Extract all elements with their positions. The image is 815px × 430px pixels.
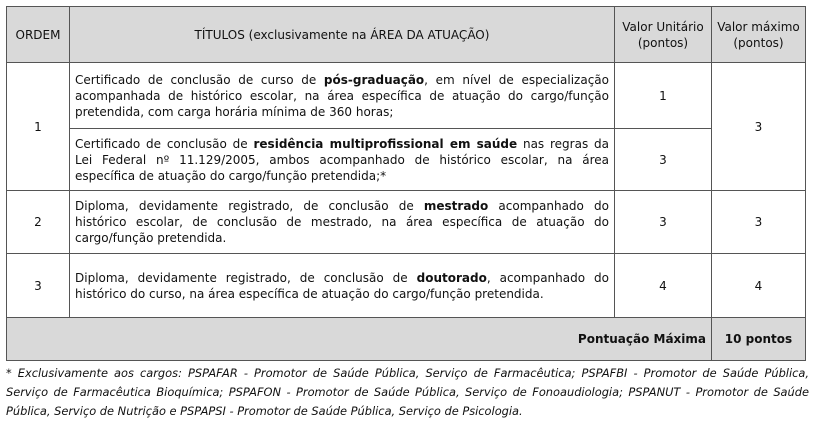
row-1a-text-pre: Certificado de conclusão de curso de (75, 72, 324, 87)
footnote: * Exclusivamente aos cargos: PSPAFAR - Promotor de Saúde Pública, Serviço de Farmacêutica; PSPAFBI - Promotor de Saúde Pública, Serviço de Farmacêutica Bioquímica; PSPAFON - Promotor de Saúde Pública, Serviço de Fonoaudiologia; PSPANUT - Promotor de Saúde Pública, Serviço de Nutrição e PSPAPSI - Promotor de Saúde Pública, Serviço de Psicologia. (6, 366, 809, 418)
row-1b-text-post: nas regras da Lei Federal nº 11.129/2005, ambos acompanhado de histórico escolar, na área específica de atuação do cargo/função pretendida;* (75, 136, 609, 183)
row-3-unit-value: 4 (615, 254, 712, 318)
header-valor-maximo: Valor máximo (pontos) (712, 7, 806, 63)
table-row (7, 254, 806, 318)
row-2-text-post: acompanhado do histórico escolar, de conclusão de mestrado, na área específica de atuação do cargo/função pretendida. (75, 199, 609, 245)
table-header-row (7, 7, 806, 63)
row-1a-text-post: , em nível de especialização acompanhada de histórico escolar, na área específica de atuação do cargo/função pretendida, com carga horária mínima de 360 horas; (75, 72, 609, 119)
row-3-ordem: 3 (7, 254, 70, 318)
row-1-max-value: 3 (712, 63, 806, 191)
row-2-title (70, 191, 615, 254)
row-2-text-pre: Diploma, devidamente registrado, de conclusão de (75, 199, 424, 213)
row-3-text-post: , acompanhado do histórico do curso, na área específica de atuação do cargo/função pretendida. (75, 270, 609, 301)
row-1b-unit-value: 3 (615, 129, 712, 191)
row-1a-title (70, 63, 615, 129)
max-score-label: Pontuação Máxima (7, 318, 712, 361)
header-titulos: TÍTULOS (exclusivamente na ÁREA DA ATUAÇÃO) (70, 7, 615, 63)
table-row (7, 63, 806, 129)
row-1a-unit-value: 1 (615, 63, 712, 129)
header-ordem: ORDEM (7, 7, 70, 63)
header-valor-unitario: Valor Unitário (pontos) (615, 7, 712, 63)
row-3-title (70, 254, 615, 318)
row-2-unit-value: 3 (615, 191, 712, 254)
titles-score-table (6, 6, 806, 361)
table-row (7, 191, 806, 254)
table-footer-row (7, 318, 806, 361)
row-1b-text-pre: Certificado de conclusão de (75, 136, 254, 151)
row-3-text-bold: doutorado (416, 270, 487, 285)
row-1b-text-bold: residência multiprofissional em saúde (253, 136, 518, 151)
row-1b-title (70, 129, 615, 191)
row-3-text-pre: Diploma, devidamente registrado, de conclusão de (75, 270, 417, 285)
row-3-max-value: 4 (712, 254, 806, 318)
row-2-text-bold: mestrado (423, 199, 489, 213)
row-2-max-value: 3 (712, 191, 806, 254)
table-row (7, 129, 806, 191)
row-2-ordem: 2 (7, 191, 70, 254)
max-score-value: 10 pontos (712, 318, 806, 361)
row-1a-text-bold: pós-graduação (323, 72, 425, 87)
row-1-ordem: 1 (7, 63, 70, 191)
